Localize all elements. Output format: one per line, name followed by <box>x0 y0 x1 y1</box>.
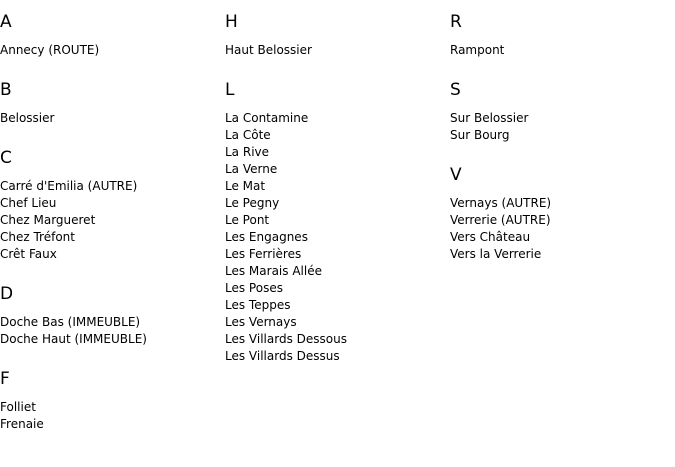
letter-heading: R <box>450 12 462 32</box>
letter-heading: V <box>450 165 462 185</box>
place-link[interactable]: Les Villards Dessus <box>225 349 340 363</box>
letter-group-a <box>0 12 225 59</box>
letter-group-d <box>0 284 225 348</box>
place-link[interactable]: Les Marais Allée <box>225 264 322 278</box>
letter-heading: B <box>0 80 12 100</box>
letter-heading: L <box>225 80 235 100</box>
place-link[interactable]: Frenaie <box>0 417 44 431</box>
place-link[interactable]: Le Pegny <box>225 196 280 210</box>
place-link[interactable]: Haut Belossier <box>225 43 312 57</box>
letter-group-r <box>450 12 675 59</box>
place-link[interactable]: Chef Lieu <box>0 196 57 210</box>
place-link[interactable]: Sur Belossier <box>450 111 529 125</box>
place-list <box>0 399 225 433</box>
place-link[interactable]: Vers Château <box>450 230 531 244</box>
letter-group-f <box>0 369 225 433</box>
place-list <box>0 110 225 127</box>
place-link[interactable]: Annecy (ROUTE) <box>0 43 100 57</box>
place-list <box>450 110 675 144</box>
place-link[interactable]: Doche Haut (IMMEUBLE) <box>0 332 147 346</box>
place-link[interactable]: La Contamine <box>225 111 309 125</box>
place-link[interactable]: Crêt Faux <box>0 247 57 261</box>
place-link[interactable]: Folliet <box>0 400 36 414</box>
letter-heading: H <box>225 12 238 32</box>
place-link[interactable]: Le Pont <box>225 213 270 227</box>
column-1 <box>0 0 225 433</box>
place-link[interactable]: La Verne <box>225 162 278 176</box>
place-link[interactable]: Le Mat <box>225 179 266 193</box>
place-link[interactable]: Les Poses <box>225 281 283 295</box>
letter-heading: S <box>450 80 461 100</box>
place-list <box>450 195 675 263</box>
place-link[interactable]: Vernays (AUTRE) <box>450 196 552 210</box>
letter-group-h <box>225 12 450 59</box>
place-link[interactable]: Carré d'Emilia (AUTRE) <box>0 179 138 193</box>
place-link[interactable]: La Côte <box>225 128 271 142</box>
column-3 <box>450 0 675 263</box>
place-link[interactable]: Belossier <box>0 111 55 125</box>
place-link[interactable]: Vers la Verrerie <box>450 247 542 261</box>
letter-group-s <box>450 80 675 144</box>
place-link[interactable]: Les Ferrières <box>225 247 302 261</box>
place-link[interactable]: Doche Bas (IMMEUBLE) <box>0 315 141 329</box>
place-link[interactable]: Sur Bourg <box>450 128 510 142</box>
place-list <box>225 42 450 59</box>
place-link[interactable]: Les Vernays <box>225 315 297 329</box>
place-list <box>0 178 225 263</box>
place-link[interactable]: Verrerie (AUTRE) <box>450 213 551 227</box>
letter-heading: A <box>0 12 12 32</box>
place-link[interactable]: Les Engagnes <box>225 230 308 244</box>
place-link[interactable]: Chez Margueret <box>0 213 96 227</box>
place-link[interactable]: La Rive <box>225 145 270 159</box>
place-list <box>0 42 225 59</box>
letter-heading: F <box>0 369 10 389</box>
place-link[interactable]: Rampont <box>450 43 505 57</box>
letter-group-v <box>450 165 675 263</box>
letter-heading: C <box>0 148 12 168</box>
place-link[interactable]: Chez Tréfont <box>0 230 75 244</box>
column-2 <box>225 0 450 365</box>
place-link[interactable]: Les Villards Dessous <box>225 332 347 346</box>
place-list <box>450 42 675 59</box>
place-link[interactable]: Les Teppes <box>225 298 291 312</box>
letter-group-l <box>225 80 450 365</box>
letter-heading: D <box>0 284 14 304</box>
place-list <box>0 314 225 348</box>
letter-group-c <box>0 148 225 263</box>
place-list <box>225 110 450 365</box>
letter-group-b <box>0 80 225 127</box>
